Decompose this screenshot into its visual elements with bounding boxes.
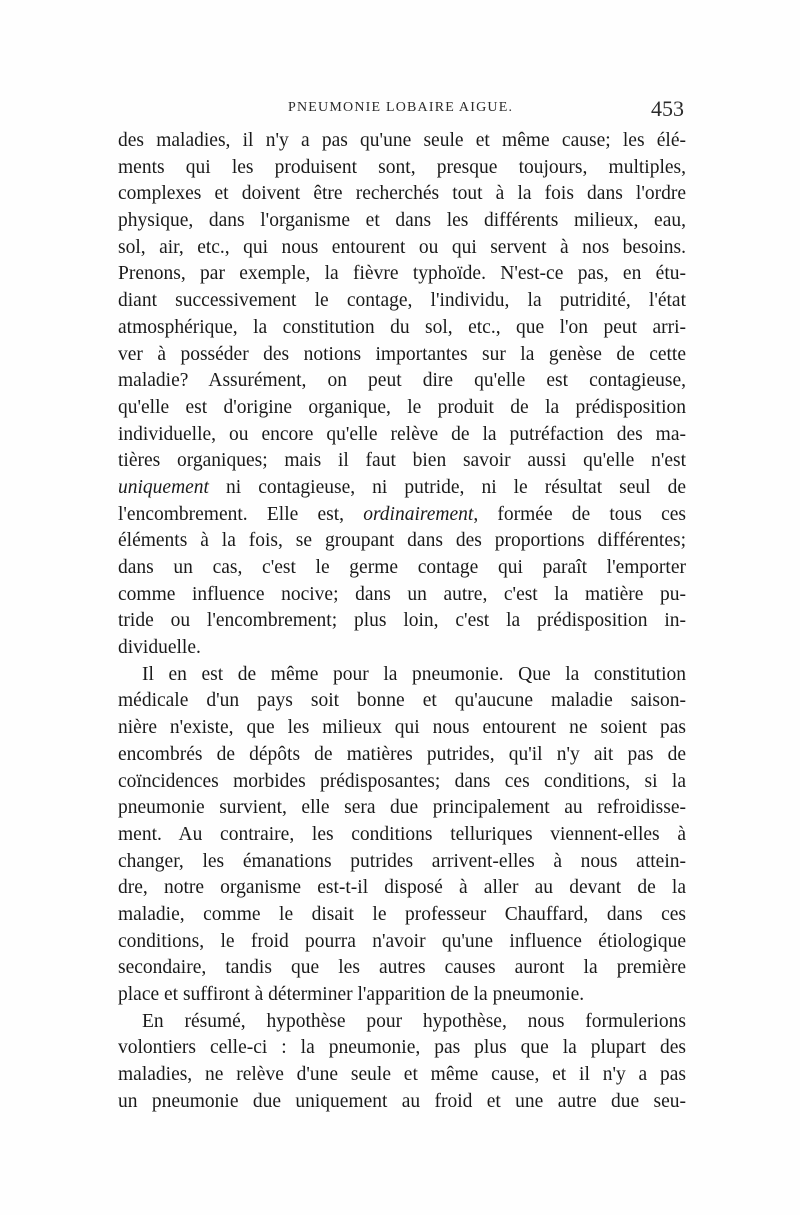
body-text — [118, 128, 686, 1115]
text-line: volontiers celle-ci : la pneumonie, pas plus que la plupart des — [118, 1037, 686, 1059]
text-line: conditions, le froid pourra n'avoir qu'une influence étiologique — [118, 930, 686, 952]
text-line: sol, air, etc., qui nous entourent ou qui servent à nos besoins. — [118, 236, 686, 258]
text-line: dans un cas, c'est le germe contage qui paraît l'emporter — [118, 557, 686, 578]
text-line-italic: l'encombrement. Elle est, ordinairement, formée de tous ces — [118, 503, 686, 525]
text-line: encombrés de dépôts de matières putrides, qu'il n'y ait pas de — [118, 743, 686, 765]
text-line: individuelle, ou encore qu'elle relève de la putréfaction des ma- — [118, 423, 686, 445]
paragraph-start: Il en est de même pour la pneumonie. Que la constitution — [142, 663, 686, 685]
paragraph-start: En résumé, hypothèse pour hypothèse, nous formulerions — [142, 1010, 686, 1032]
text-line: ment. Au contraire, les conditions telluriques viennent-elles à — [118, 823, 686, 845]
text-line: dre, notre organisme est-t-il disposé à aller au devant de la — [118, 877, 686, 899]
text-line: dividuelle. — [118, 637, 201, 659]
text-line: comme influence nocive; dans un autre, c'est la matière pu- — [118, 583, 686, 605]
text-line: médicale d'un pays soit bonne et qu'aucune maladie saison- — [118, 690, 686, 712]
text-line: changer, les émanations putrides arrivent-elles à nous attein- — [118, 850, 686, 872]
text-line: maladie, comme le disait le professeur Chauffard, dans ces — [118, 903, 686, 925]
text-line: des maladies, il n'y a pas qu'une seule et même cause; les élé- — [118, 130, 686, 151]
text-line: ver à posséder des notions importantes sur la genèse de cette — [118, 343, 686, 365]
text-line: atmosphérique, la constitution du sol, etc., que l'on peut arri- — [118, 316, 686, 338]
text-line: tride ou l'encombrement; plus loin, c'est la prédisposition in- — [118, 610, 686, 632]
running-head: PNEUMONIE LOBAIRE AIGUE. — [288, 100, 514, 115]
text-line: place et suffiront à déterminer l'apparition de la pneumonie. — [118, 984, 585, 1005]
text-line: complexes et doivent être recherchés tout à la fois dans l'ordre — [118, 183, 686, 205]
text-line: Prenons, par exemple, la fièvre typhoïde. N'est-ce pas, en étu- — [118, 263, 686, 285]
italic-emphasis: uniquement — [118, 476, 209, 498]
text-line: tières organiques; mais il faut bien savoir aussi qu'elle n'est — [118, 450, 686, 472]
text-line: ments qui les produisent sont, presque toujours, multiples, — [118, 156, 686, 178]
text-line: nière n'existe, que les milieux qui nous entourent ne soient pas — [118, 717, 686, 739]
text-line: qu'elle est d'origine organique, le produit de la prédisposition — [118, 396, 686, 418]
page-header — [118, 96, 684, 126]
text-line: secondaire, tandis que les autres causes auront la première — [118, 957, 686, 979]
text-line: pneumonie survient, elle sera due principalement au refroidisse- — [118, 797, 686, 819]
page-number: 453 — [651, 96, 684, 121]
text-line: un pneumonie due uniquement au froid et une autre due seu- — [118, 1090, 686, 1112]
text-line-italic: uniquement ni contagieuse, ni putride, ni le résultat seul de — [118, 476, 686, 498]
text-line: éléments à la fois, se groupant dans des proportions différentes; — [118, 530, 686, 552]
italic-emphasis: ordinairement — [363, 503, 474, 525]
text-line: physique, dans l'organisme et dans les différents milieux, eau, — [118, 210, 686, 232]
text-line: maladie? Assurément, on peut dire qu'elle est contagieuse, — [118, 370, 686, 392]
text-line: diant successivement le contage, l'individu, la putridité, l'état — [118, 290, 686, 312]
text-line: maladies, ne relève d'une seule et même cause, et il n'y a pas — [118, 1064, 686, 1086]
text-line: coïncidences morbides prédisposantes; dans ces conditions, si la — [118, 770, 686, 792]
